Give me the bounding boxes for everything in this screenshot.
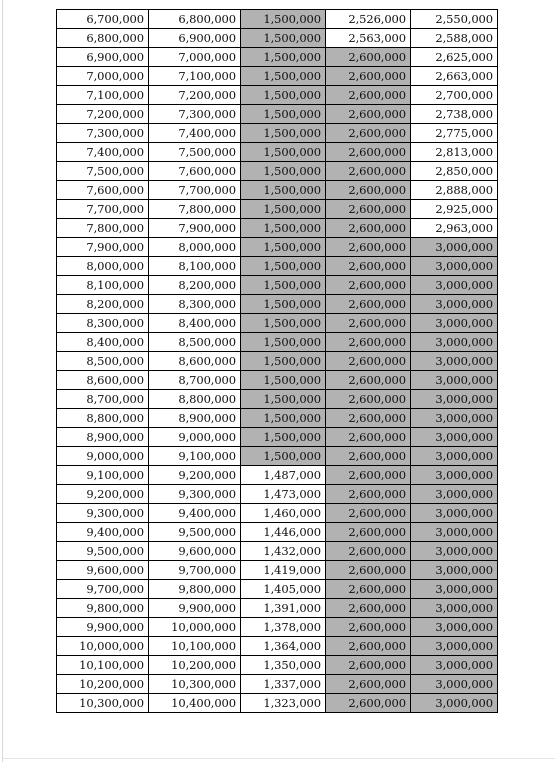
- amount-col-5-cell: 2,625,000: [411, 48, 498, 67]
- income-to-cell: 8,900,000: [149, 409, 241, 428]
- amount-col-4-cell: 2,600,000: [326, 561, 411, 580]
- income-to-cell: 9,600,000: [149, 542, 241, 561]
- amount-col-5-cell: 3,000,000: [411, 257, 498, 276]
- amount-col-4-cell: 2,600,000: [326, 694, 411, 713]
- table-row: [57, 599, 498, 618]
- income-from-cell: 6,700,000: [57, 10, 149, 29]
- amount-col-5-cell: 3,000,000: [411, 295, 498, 314]
- income-to-cell: 7,400,000: [149, 124, 241, 143]
- income-to-cell: 10,400,000: [149, 694, 241, 713]
- amount-col-3-cell: 1,500,000: [241, 428, 326, 447]
- amount-col-3-cell: 1,500,000: [241, 238, 326, 257]
- amount-col-5-cell: 3,000,000: [411, 238, 498, 257]
- income-from-cell: 8,100,000: [57, 276, 149, 295]
- deduction-table: [56, 9, 498, 713]
- income-from-cell: 9,800,000: [57, 599, 149, 618]
- amount-col-5-cell: 3,000,000: [411, 409, 498, 428]
- amount-col-4-cell: 2,600,000: [326, 67, 411, 86]
- amount-col-3-cell: 1,432,000: [241, 542, 326, 561]
- income-from-cell: 9,500,000: [57, 542, 149, 561]
- amount-col-4-cell: 2,600,000: [326, 143, 411, 162]
- income-from-cell: 7,800,000: [57, 219, 149, 238]
- table-row: [57, 637, 498, 656]
- table-row: [57, 656, 498, 675]
- table-row: [57, 504, 498, 523]
- amount-col-5-cell: 2,925,000: [411, 200, 498, 219]
- amount-col-4-cell: 2,600,000: [326, 352, 411, 371]
- amount-col-5-cell: 2,850,000: [411, 162, 498, 181]
- income-to-cell: 9,900,000: [149, 599, 241, 618]
- amount-col-4-cell: 2,600,000: [326, 314, 411, 333]
- income-from-cell: 6,800,000: [57, 29, 149, 48]
- amount-col-5-cell: 3,000,000: [411, 276, 498, 295]
- income-to-cell: 8,300,000: [149, 295, 241, 314]
- amount-col-5-cell: 3,000,000: [411, 561, 498, 580]
- amount-col-3-cell: 1,500,000: [241, 409, 326, 428]
- table-row: [57, 694, 498, 713]
- page-bottom-edge: [2, 758, 555, 759]
- amount-col-4-cell: 2,600,000: [326, 238, 411, 257]
- table-row: [57, 295, 498, 314]
- income-to-cell: 7,100,000: [149, 67, 241, 86]
- income-from-cell: 7,700,000: [57, 200, 149, 219]
- amount-col-3-cell: 1,500,000: [241, 10, 326, 29]
- amount-col-4-cell: 2,600,000: [326, 219, 411, 238]
- table-row: [57, 314, 498, 333]
- amount-col-4-cell: 2,600,000: [326, 656, 411, 675]
- amount-col-4-cell: 2,600,000: [326, 485, 411, 504]
- amount-col-4-cell: 2,563,000: [326, 29, 411, 48]
- amount-col-3-cell: 1,500,000: [241, 200, 326, 219]
- amount-col-5-cell: 2,663,000: [411, 67, 498, 86]
- table-row: [57, 29, 498, 48]
- income-from-cell: 10,000,000: [57, 637, 149, 656]
- table-row: [57, 675, 498, 694]
- income-from-cell: 9,100,000: [57, 466, 149, 485]
- income-from-cell: 9,300,000: [57, 504, 149, 523]
- income-from-cell: 10,200,000: [57, 675, 149, 694]
- income-to-cell: 8,700,000: [149, 371, 241, 390]
- amount-col-3-cell: 1,500,000: [241, 29, 326, 48]
- income-from-cell: 8,000,000: [57, 257, 149, 276]
- income-from-cell: 8,200,000: [57, 295, 149, 314]
- income-to-cell: 6,800,000: [149, 10, 241, 29]
- income-to-cell: 8,400,000: [149, 314, 241, 333]
- amount-col-5-cell: 3,000,000: [411, 580, 498, 599]
- amount-col-4-cell: 2,600,000: [326, 371, 411, 390]
- income-to-cell: 7,900,000: [149, 219, 241, 238]
- income-to-cell: 9,300,000: [149, 485, 241, 504]
- amount-col-5-cell: 3,000,000: [411, 485, 498, 504]
- amount-col-4-cell: 2,600,000: [326, 599, 411, 618]
- table-row: [57, 428, 498, 447]
- amount-col-5-cell: 3,000,000: [411, 447, 498, 466]
- income-to-cell: 8,500,000: [149, 333, 241, 352]
- table-row: [57, 48, 498, 67]
- amount-col-5-cell: 3,000,000: [411, 618, 498, 637]
- income-to-cell: 8,000,000: [149, 238, 241, 257]
- amount-col-4-cell: 2,600,000: [326, 542, 411, 561]
- table-row: [57, 485, 498, 504]
- table-row: [57, 143, 498, 162]
- amount-col-5-cell: 3,000,000: [411, 599, 498, 618]
- amount-col-4-cell: 2,600,000: [326, 428, 411, 447]
- amount-col-5-cell: 3,000,000: [411, 675, 498, 694]
- amount-col-3-cell: 1,391,000: [241, 599, 326, 618]
- amount-col-5-cell: 2,738,000: [411, 105, 498, 124]
- income-to-cell: 10,300,000: [149, 675, 241, 694]
- amount-col-4-cell: 2,600,000: [326, 409, 411, 428]
- income-to-cell: 8,200,000: [149, 276, 241, 295]
- income-from-cell: 9,700,000: [57, 580, 149, 599]
- income-from-cell: 8,600,000: [57, 371, 149, 390]
- income-from-cell: 8,700,000: [57, 390, 149, 409]
- table-row: [57, 86, 498, 105]
- income-to-cell: 7,700,000: [149, 181, 241, 200]
- income-from-cell: 7,000,000: [57, 67, 149, 86]
- amount-col-5-cell: 2,775,000: [411, 124, 498, 143]
- amount-col-3-cell: 1,337,000: [241, 675, 326, 694]
- income-from-cell: 10,100,000: [57, 656, 149, 675]
- amount-col-5-cell: 3,000,000: [411, 504, 498, 523]
- amount-col-3-cell: 1,473,000: [241, 485, 326, 504]
- income-from-cell: 7,300,000: [57, 124, 149, 143]
- amount-col-5-cell: 3,000,000: [411, 656, 498, 675]
- amount-col-3-cell: 1,446,000: [241, 523, 326, 542]
- table-row: [57, 162, 498, 181]
- table-row: [57, 466, 498, 485]
- amount-col-3-cell: 1,364,000: [241, 637, 326, 656]
- amount-col-3-cell: 1,500,000: [241, 447, 326, 466]
- amount-col-3-cell: 1,500,000: [241, 333, 326, 352]
- table-row: [57, 238, 498, 257]
- amount-col-5-cell: 3,000,000: [411, 428, 498, 447]
- amount-col-3-cell: 1,500,000: [241, 352, 326, 371]
- amount-col-4-cell: 2,600,000: [326, 637, 411, 656]
- table-row: [57, 371, 498, 390]
- table-row: [57, 390, 498, 409]
- amount-col-5-cell: 3,000,000: [411, 637, 498, 656]
- amount-col-4-cell: 2,600,000: [326, 466, 411, 485]
- income-from-cell: 8,900,000: [57, 428, 149, 447]
- income-from-cell: 9,600,000: [57, 561, 149, 580]
- amount-col-5-cell: 3,000,000: [411, 694, 498, 713]
- amount-col-3-cell: 1,500,000: [241, 276, 326, 295]
- amount-col-4-cell: 2,600,000: [326, 295, 411, 314]
- amount-col-5-cell: 2,588,000: [411, 29, 498, 48]
- amount-col-4-cell: 2,600,000: [326, 200, 411, 219]
- table-row: [57, 219, 498, 238]
- amount-col-5-cell: 2,813,000: [411, 143, 498, 162]
- deduction-table-body: [57, 10, 498, 713]
- amount-col-5-cell: 3,000,000: [411, 542, 498, 561]
- amount-col-5-cell: 3,000,000: [411, 352, 498, 371]
- table-row: [57, 352, 498, 371]
- amount-col-4-cell: 2,600,000: [326, 523, 411, 542]
- income-to-cell: 10,100,000: [149, 637, 241, 656]
- amount-col-3-cell: 1,500,000: [241, 124, 326, 143]
- income-from-cell: 7,500,000: [57, 162, 149, 181]
- income-to-cell: 8,600,000: [149, 352, 241, 371]
- table-row: [57, 580, 498, 599]
- amount-col-3-cell: 1,460,000: [241, 504, 326, 523]
- amount-col-3-cell: 1,500,000: [241, 105, 326, 124]
- income-to-cell: 7,500,000: [149, 143, 241, 162]
- table-row: [57, 618, 498, 637]
- income-from-cell: 9,200,000: [57, 485, 149, 504]
- amount-col-4-cell: 2,600,000: [326, 447, 411, 466]
- amount-col-5-cell: 3,000,000: [411, 371, 498, 390]
- income-to-cell: 9,400,000: [149, 504, 241, 523]
- amount-col-4-cell: 2,600,000: [326, 86, 411, 105]
- income-to-cell: 7,600,000: [149, 162, 241, 181]
- amount-col-3-cell: 1,500,000: [241, 143, 326, 162]
- income-from-cell: 7,900,000: [57, 238, 149, 257]
- amount-col-4-cell: 2,600,000: [326, 675, 411, 694]
- amount-col-3-cell: 1,487,000: [241, 466, 326, 485]
- amount-col-4-cell: 2,600,000: [326, 276, 411, 295]
- income-to-cell: 9,000,000: [149, 428, 241, 447]
- table-row: [57, 200, 498, 219]
- table-row: [57, 181, 498, 200]
- amount-col-3-cell: 1,378,000: [241, 618, 326, 637]
- amount-col-3-cell: 1,500,000: [241, 181, 326, 200]
- amount-col-3-cell: 1,500,000: [241, 390, 326, 409]
- amount-col-3-cell: 1,500,000: [241, 314, 326, 333]
- income-from-cell: 7,100,000: [57, 86, 149, 105]
- income-from-cell: 7,400,000: [57, 143, 149, 162]
- income-to-cell: 7,000,000: [149, 48, 241, 67]
- amount-col-4-cell: 2,600,000: [326, 618, 411, 637]
- table-row: [57, 10, 498, 29]
- amount-col-3-cell: 1,350,000: [241, 656, 326, 675]
- amount-col-5-cell: 2,888,000: [411, 181, 498, 200]
- amount-col-4-cell: 2,600,000: [326, 105, 411, 124]
- table-row: [57, 67, 498, 86]
- income-to-cell: 7,200,000: [149, 86, 241, 105]
- table-row: [57, 105, 498, 124]
- income-to-cell: 6,900,000: [149, 29, 241, 48]
- income-to-cell: 9,800,000: [149, 580, 241, 599]
- income-to-cell: 10,000,000: [149, 618, 241, 637]
- income-to-cell: 9,100,000: [149, 447, 241, 466]
- amount-col-3-cell: 1,500,000: [241, 162, 326, 181]
- income-from-cell: 8,300,000: [57, 314, 149, 333]
- income-to-cell: 7,300,000: [149, 105, 241, 124]
- amount-col-4-cell: 2,600,000: [326, 504, 411, 523]
- table-row: [57, 447, 498, 466]
- amount-col-3-cell: 1,405,000: [241, 580, 326, 599]
- amount-col-5-cell: 3,000,000: [411, 314, 498, 333]
- income-to-cell: 9,200,000: [149, 466, 241, 485]
- amount-col-4-cell: 2,600,000: [326, 162, 411, 181]
- amount-col-3-cell: 1,500,000: [241, 257, 326, 276]
- income-to-cell: 8,100,000: [149, 257, 241, 276]
- table-row: [57, 523, 498, 542]
- amount-col-3-cell: 1,500,000: [241, 48, 326, 67]
- amount-col-4-cell: 2,600,000: [326, 124, 411, 143]
- table-row: [57, 257, 498, 276]
- amount-col-5-cell: 3,000,000: [411, 333, 498, 352]
- amount-col-3-cell: 1,323,000: [241, 694, 326, 713]
- income-from-cell: 8,500,000: [57, 352, 149, 371]
- amount-col-4-cell: 2,600,000: [326, 333, 411, 352]
- income-from-cell: 8,400,000: [57, 333, 149, 352]
- income-from-cell: 7,200,000: [57, 105, 149, 124]
- table-row: [57, 561, 498, 580]
- income-to-cell: 9,700,000: [149, 561, 241, 580]
- income-to-cell: 7,800,000: [149, 200, 241, 219]
- amount-col-5-cell: 2,700,000: [411, 86, 498, 105]
- amount-col-3-cell: 1,500,000: [241, 371, 326, 390]
- amount-col-4-cell: 2,600,000: [326, 257, 411, 276]
- amount-col-3-cell: 1,419,000: [241, 561, 326, 580]
- income-to-cell: 9,500,000: [149, 523, 241, 542]
- amount-col-5-cell: 3,000,000: [411, 466, 498, 485]
- amount-col-4-cell: 2,526,000: [326, 10, 411, 29]
- table-row: [57, 409, 498, 428]
- income-from-cell: 9,900,000: [57, 618, 149, 637]
- amount-col-5-cell: 3,000,000: [411, 523, 498, 542]
- income-from-cell: 8,800,000: [57, 409, 149, 428]
- amount-col-4-cell: 2,600,000: [326, 580, 411, 599]
- income-from-cell: 10,300,000: [57, 694, 149, 713]
- amount-col-5-cell: 2,550,000: [411, 10, 498, 29]
- income-from-cell: 6,900,000: [57, 48, 149, 67]
- amount-col-5-cell: 2,963,000: [411, 219, 498, 238]
- table-row: [57, 124, 498, 143]
- table-row: [57, 542, 498, 561]
- income-to-cell: 8,800,000: [149, 390, 241, 409]
- amount-col-4-cell: 2,600,000: [326, 48, 411, 67]
- page-left-edge: [2, 0, 3, 762]
- income-to-cell: 10,200,000: [149, 656, 241, 675]
- amount-col-3-cell: 1,500,000: [241, 295, 326, 314]
- table-row: [57, 276, 498, 295]
- table-row: [57, 333, 498, 352]
- amount-col-3-cell: 1,500,000: [241, 86, 326, 105]
- amount-col-3-cell: 1,500,000: [241, 219, 326, 238]
- amount-col-4-cell: 2,600,000: [326, 390, 411, 409]
- income-from-cell: 9,000,000: [57, 447, 149, 466]
- income-from-cell: 7,600,000: [57, 181, 149, 200]
- income-from-cell: 9,400,000: [57, 523, 149, 542]
- amount-col-5-cell: 3,000,000: [411, 390, 498, 409]
- amount-col-4-cell: 2,600,000: [326, 181, 411, 200]
- amount-col-3-cell: 1,500,000: [241, 67, 326, 86]
